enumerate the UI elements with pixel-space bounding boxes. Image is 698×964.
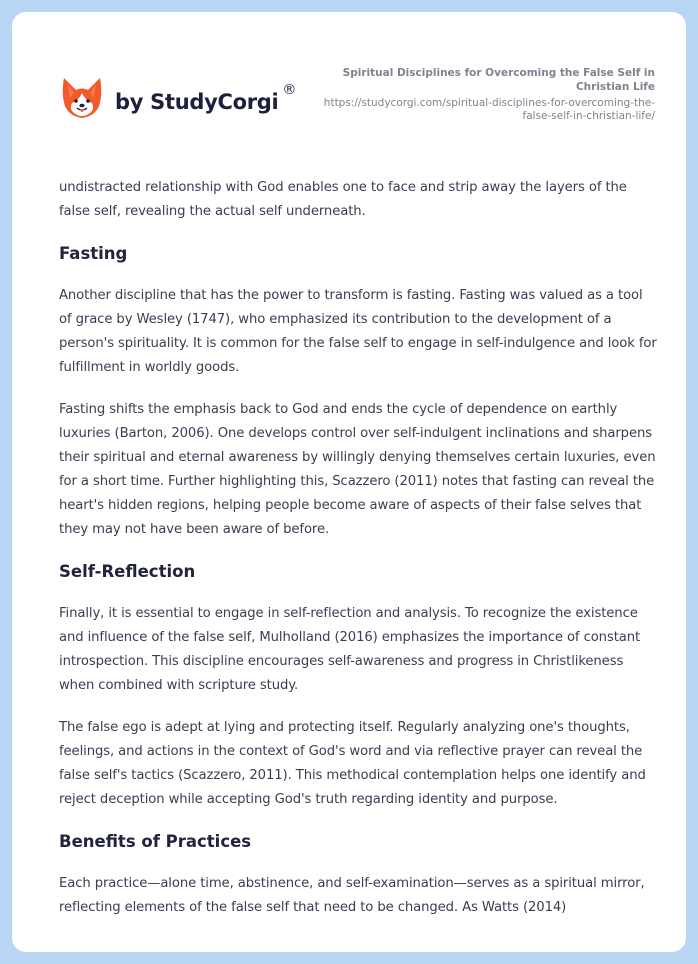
paragraph: undistracted relationship with God enables one to face and strip away the layers of the false self, revealing the actual self underneath.	[59, 180, 627, 219]
section-heading-benefits: Benefits of Practices	[59, 832, 252, 851]
document-card	[12, 12, 686, 952]
document-header	[12, 12, 686, 162]
paragraph: Finally, it is essential to engage in self-reflection and analysis. To recognize the existence and influence of the false self, Mulholland (2016) emphasizes the importance of constant introspection. This discipline encourages self-awareness and progress in Christlikeness when combined with scripture study.	[59, 606, 641, 693]
paragraph: Another discipline that has the power to transform is fasting. Fasting was valued as a tool of grace by Wesley (1747), who emphasized its contribution to the development of a person's spirituality. It is common for the false self to engage in self-indulgence and look for fulfillment in worldly goods.	[59, 288, 657, 375]
section-heading-self-reflection: Self-Reflection	[59, 562, 196, 581]
logo-text: by StudyCorgi	[115, 90, 279, 114]
registered-mark: ®	[282, 82, 297, 98]
document-url[interactable]: https://studycorgi.com/spiritual-disciplines-for-overcoming-the-false-self-in-christian-life/	[323, 97, 655, 122]
document-body	[59, 176, 659, 938]
corgi-logo-icon	[61, 76, 103, 120]
section-heading-fasting: Fasting	[59, 244, 128, 263]
paragraph: The false ego is adept at lying and protecting itself. Regularly analyzing one's thoughts, feelings, and actions in the context of God's word and via reflective prayer can reveal the false self's tactics (Scazzero, 2011). This methodical contemplation helps one identify and reject deception while accepting God's truth regarding identity and purpose.	[59, 720, 646, 807]
studycorgi-logo[interactable]	[61, 76, 296, 120]
paragraph: Fasting shifts the emphasis back to God and ends the cycle of dependence on earthly luxuries (Barton, 2006). One develops control over self-indulgent inclinations and sharpens their spiritual and eternal awareness by willingly denying themselves certain luxuries, even for a short time. Further highlighting this, Scazzero (2011) notes that fasting can reveal the heart's hidden regions, helping people become aware of aspects of their false selves that they may not have been aware of before.	[59, 402, 656, 537]
paragraph: Each practice—alone time, abstinence, and self-examination—serves as a spiritual mirror, reflecting elements of the false self that need to be changed. As Watts (2014)	[59, 876, 645, 915]
document-title: Spiritual Disciplines for Overcoming the False Self in Christian Life	[342, 67, 655, 93]
document-meta	[315, 66, 655, 123]
